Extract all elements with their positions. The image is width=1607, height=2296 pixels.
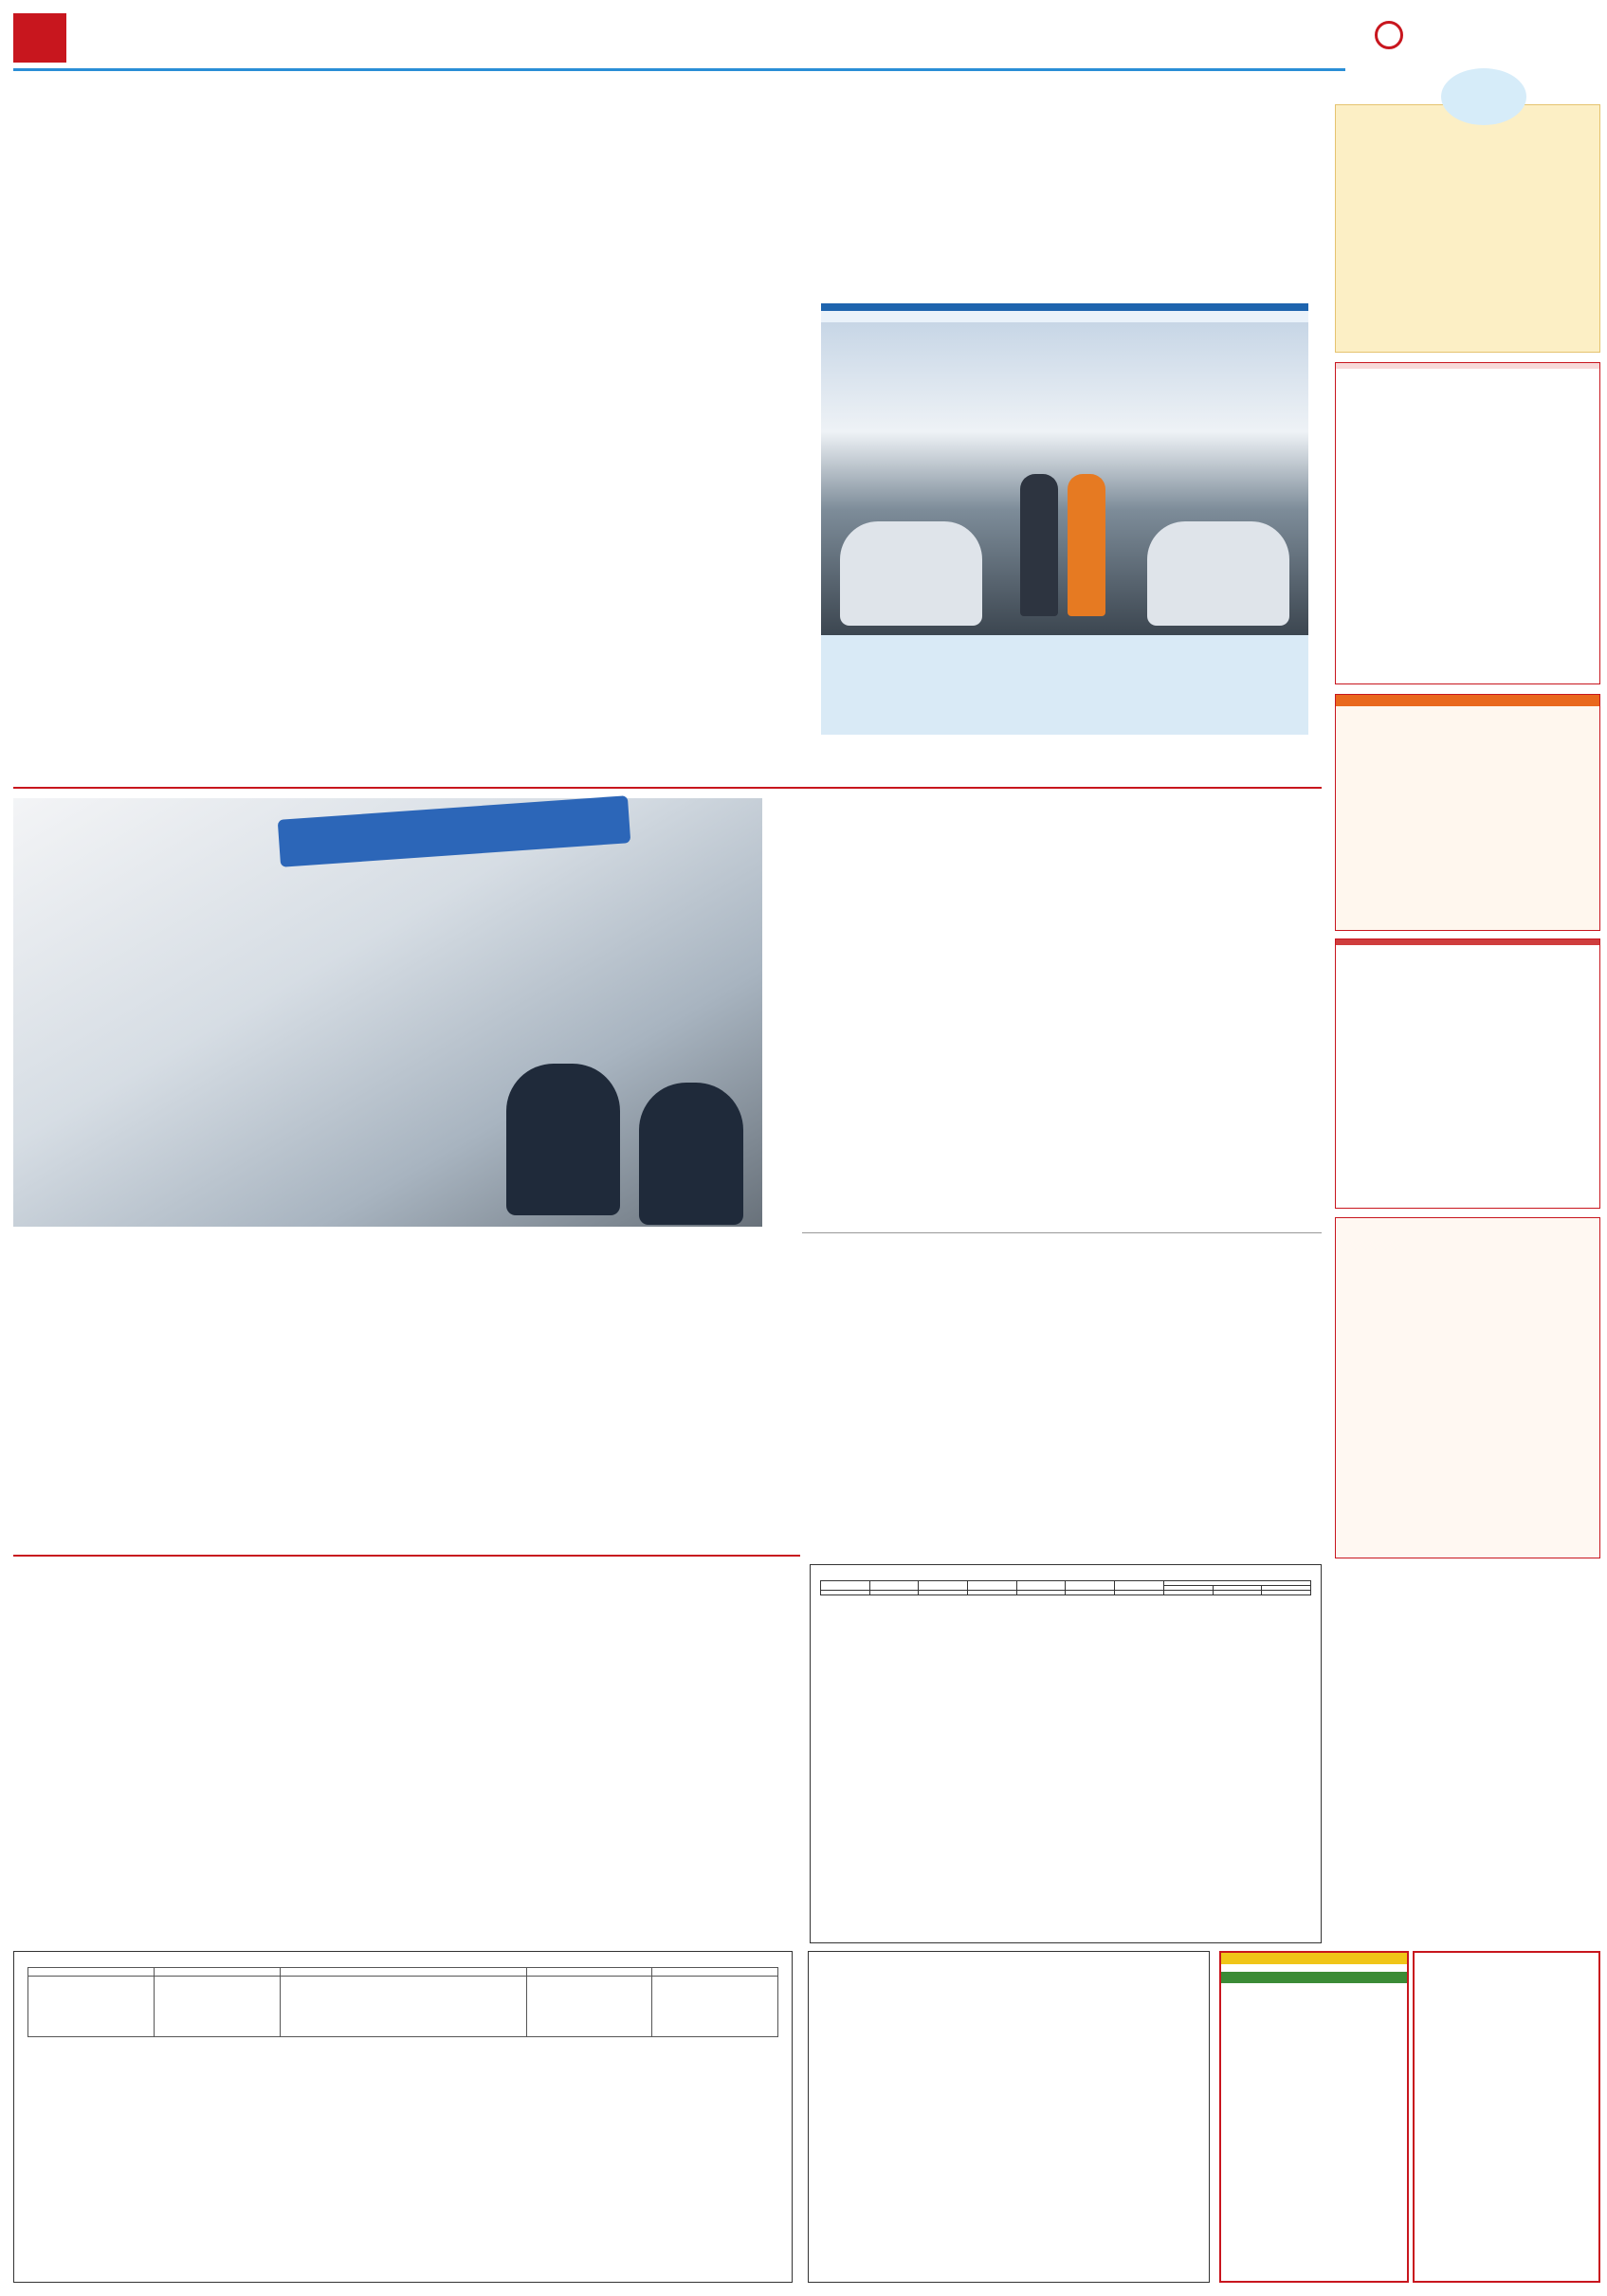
cloud-mascot-icon [1441,68,1526,125]
person-figure [1068,474,1105,616]
nurse-column-2 [1073,887,1322,1229]
property-notice [13,1951,793,2283]
weather-panel [1335,104,1600,353]
table-cell [1213,1591,1262,1595]
ssq-panel [1335,362,1600,684]
table-header [1016,1581,1066,1591]
table-cell [652,1977,778,2037]
tram-column-1 [28,1370,273,1545]
table-cell [1115,1591,1164,1595]
police-motorcycle [1147,521,1289,626]
table-header [28,1968,155,1977]
table-cell [1163,1591,1213,1595]
lead-column-2 [292,301,544,775]
flight-column-2 [283,1697,527,1934]
header-rule [13,68,1345,71]
table-cell [821,1591,870,1595]
divider [13,787,1322,789]
land-notice [810,1564,1322,1943]
table-row [28,1977,778,2037]
nurse-column-1 [812,887,1064,1229]
child-figure [639,1083,743,1225]
table-header [652,1968,778,1977]
table-header [1066,1581,1115,1591]
table-cell [1016,1591,1066,1595]
classified-right [1413,1951,1600,2283]
table-cell [1262,1591,1311,1595]
appeal-title [821,303,1308,311]
table-cell [968,1591,1017,1595]
table-row [821,1591,1311,1595]
tram-column-3 [537,1370,781,1545]
table-header [280,1968,526,1977]
tram-photo [13,798,762,1227]
logo-icon [1375,21,1403,49]
lead-photo-block [821,303,1308,735]
page-number [13,13,66,63]
table-header [1115,1581,1164,1591]
kl8-panel [1335,694,1600,931]
divider [802,1232,1322,1233]
divider [13,1555,800,1557]
demolition-notice [808,1951,1210,2283]
person-figure [1020,474,1058,616]
table-header [869,1581,919,1591]
land-table [820,1580,1311,1595]
property-table [27,1967,778,2037]
notice-header [1221,1972,1407,1983]
tram-column-2 [283,1370,527,1545]
table-cell [919,1591,968,1595]
kl8-issue [1336,706,1599,714]
kl8-balls [1336,714,1599,721]
veg-footer [1336,1226,1599,1230]
table-cell [154,1977,280,2037]
appeal-body [821,311,1308,322]
table-header [821,1581,870,1591]
child-figure [506,1064,620,1215]
table-header [968,1581,1017,1591]
traffic-event-photo [821,322,1308,635]
tram-banner [278,795,631,867]
table-cell [526,1977,652,2037]
flight-column-1 [28,1697,273,1934]
table-cell [280,1977,526,2037]
flight-column-3 [537,1697,781,1934]
table-cell [28,1977,155,2037]
table-cell [1066,1591,1115,1595]
fc3d-panel [1335,938,1600,1209]
table-header [154,1968,280,1977]
ssq-balls [1336,376,1599,384]
lead-column-3 [556,301,808,775]
ssq-footer [1336,388,1599,395]
table-cell [869,1591,919,1595]
lead-column-1 [28,301,281,775]
beauty-column-1 [812,1294,1064,1550]
police-motorcycle [840,521,982,626]
classified-left [1219,1951,1409,2283]
veg-panel [1335,1217,1600,1558]
table-header [526,1968,652,1977]
table-header [919,1581,968,1591]
beauty-column-2 [1073,1294,1322,1550]
